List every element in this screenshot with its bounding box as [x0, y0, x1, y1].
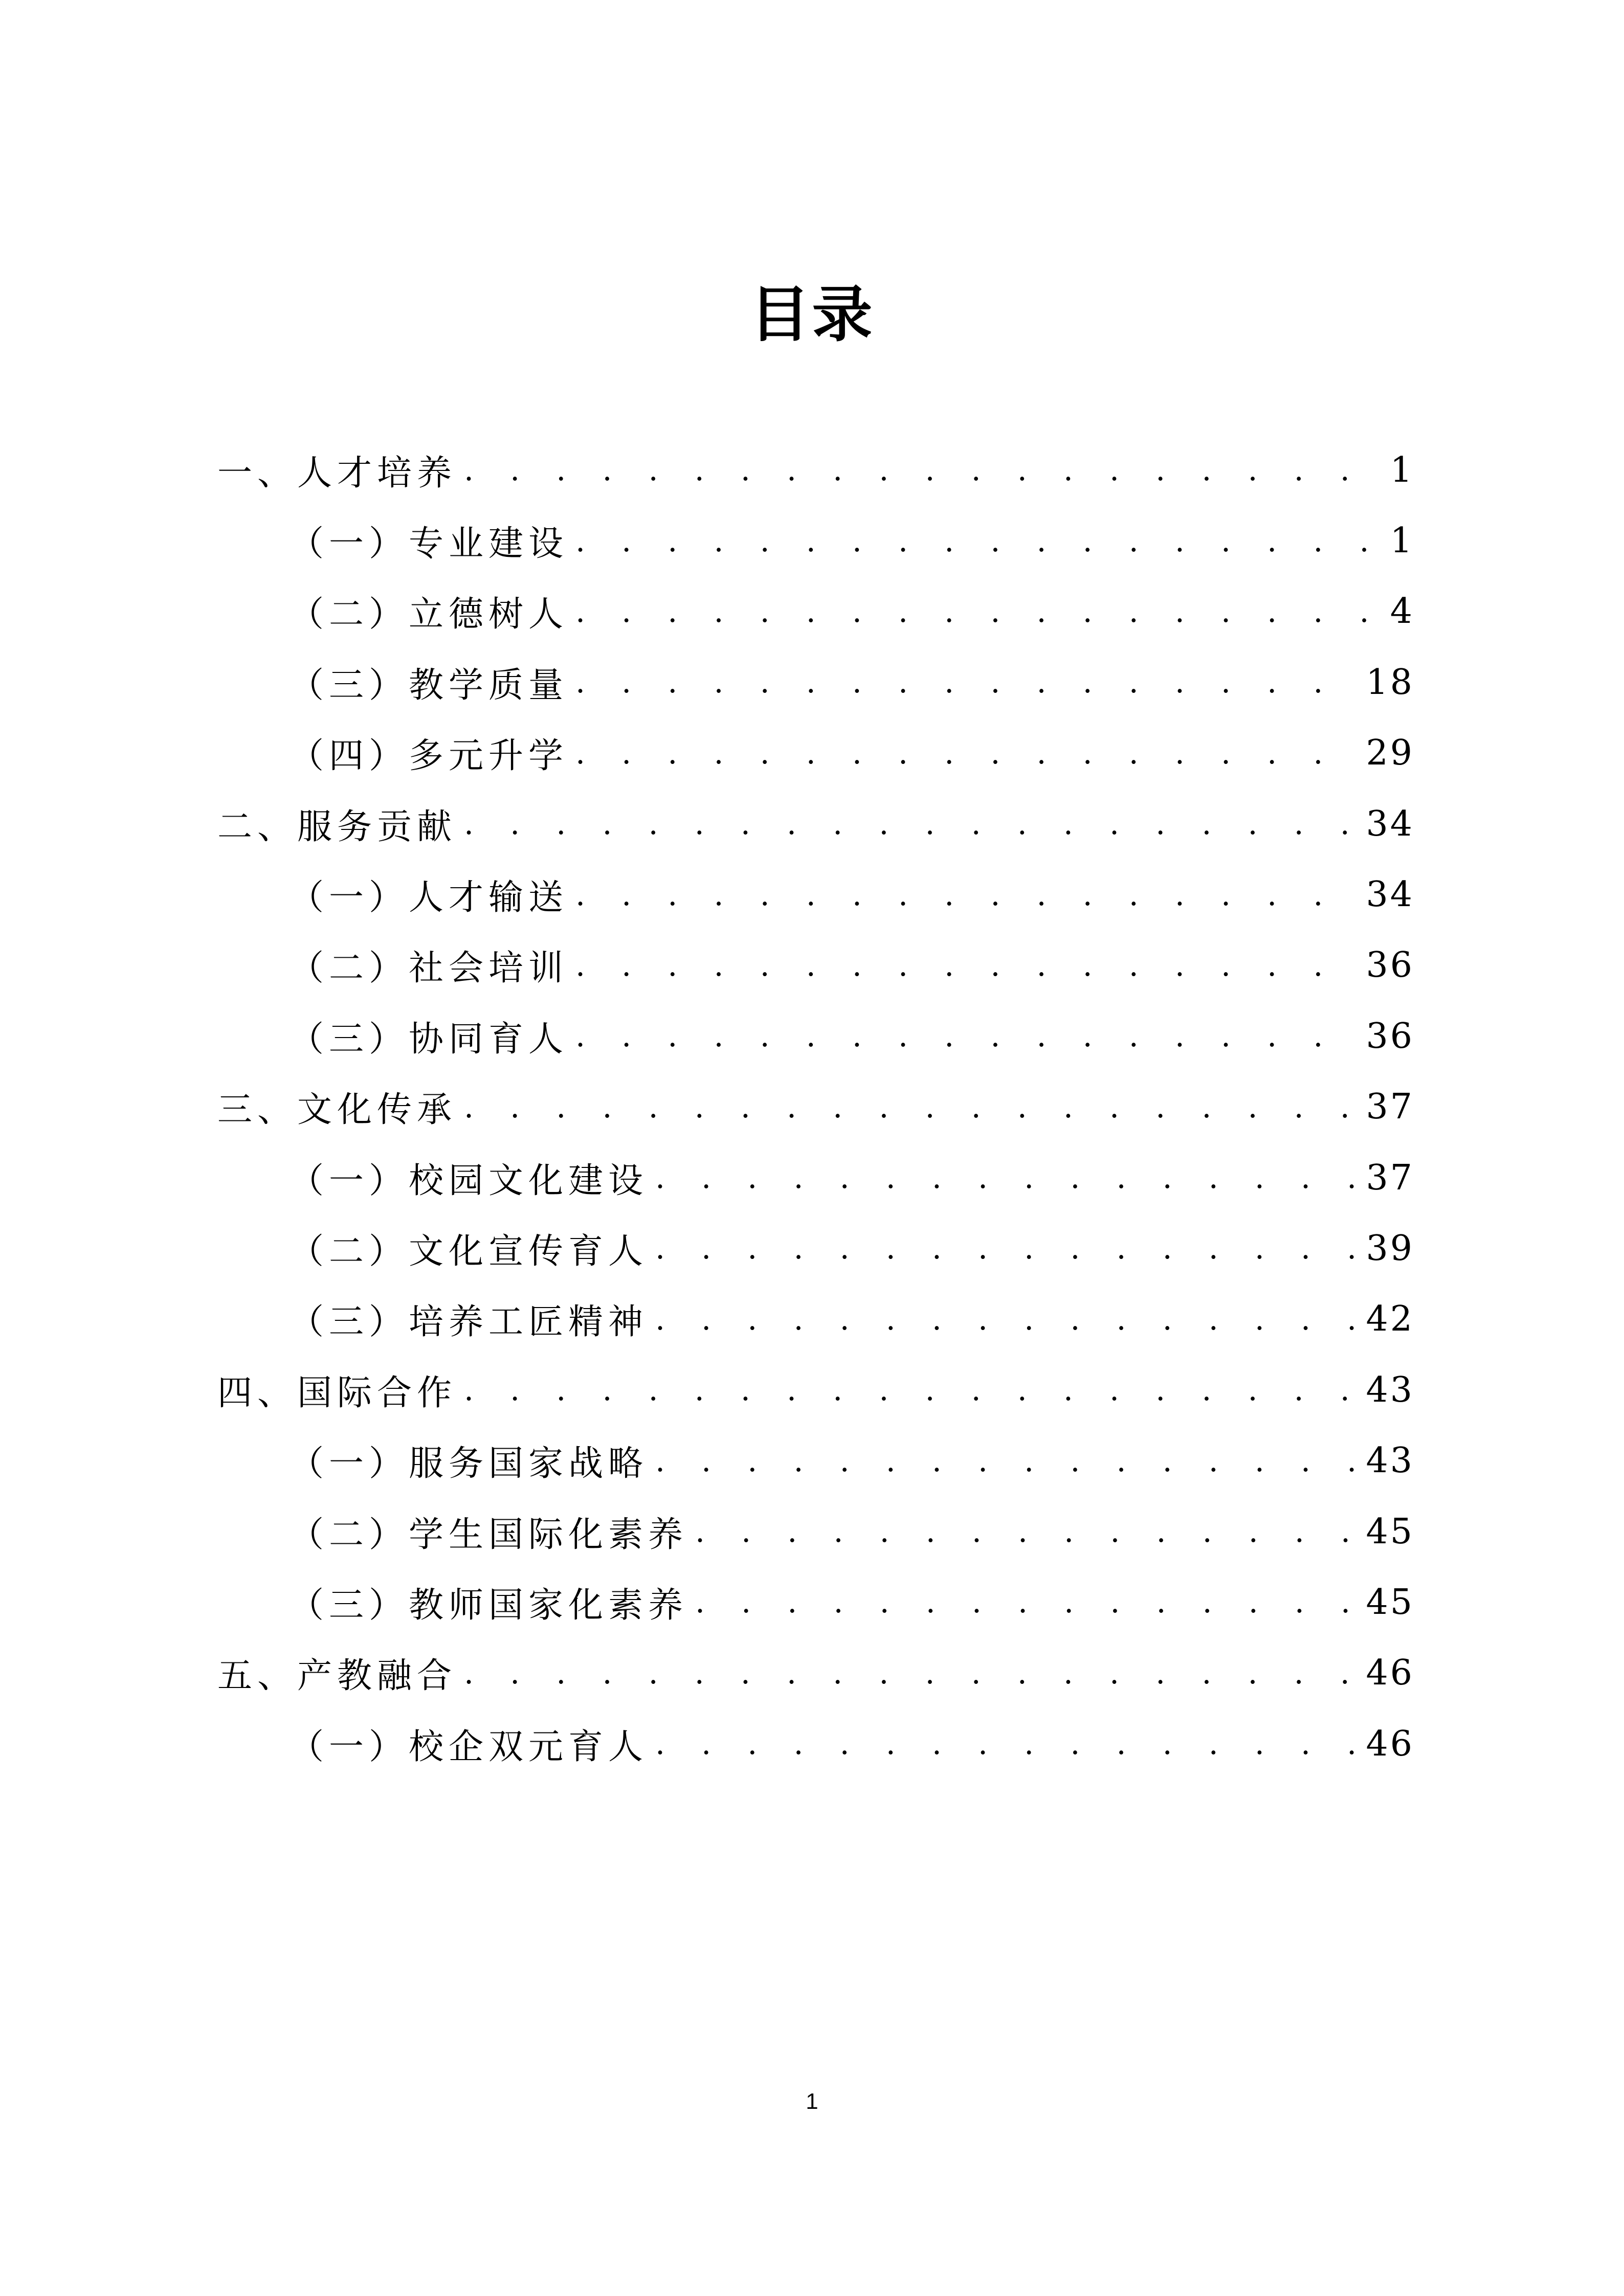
leader-dots	[575, 948, 1362, 983]
toc-entry-label: （一）校企双元育人	[289, 1726, 649, 1767]
leader-dots	[655, 1230, 1362, 1266]
toc-entry-label: （三）培养工匠精神	[289, 1302, 649, 1343]
toc-entry-3-3[interactable]	[289, 1284, 1414, 1355]
table-of-contents	[0, 435, 1624, 1779]
toc-entry-3[interactable]	[217, 1072, 1414, 1142]
leader-dots	[464, 806, 1362, 842]
footer-page-number: 1	[806, 2089, 818, 2114]
leader-dots	[575, 594, 1374, 629]
leader-dots	[575, 735, 1362, 771]
toc-entry-page: 46	[1366, 1653, 1414, 1694]
toc-entry-page: 4	[1390, 591, 1414, 632]
toc-entry-page: 43	[1366, 1369, 1414, 1410]
toc-entry-page: 46	[1366, 1723, 1414, 1764]
toc-entry-4-3[interactable]	[289, 1567, 1414, 1637]
toc-entry-label: （一）人才输送	[289, 877, 569, 918]
leader-dots	[655, 1443, 1362, 1479]
toc-entry-label: （三）教学质量	[289, 665, 569, 706]
toc-entry-page: 34	[1366, 803, 1414, 844]
toc-entry-1-4[interactable]	[289, 718, 1414, 789]
leader-dots	[695, 1514, 1362, 1549]
toc-entry-label: （二）文化宣传育人	[289, 1231, 649, 1272]
leader-dots	[575, 664, 1362, 700]
toc-entry-1-2[interactable]	[289, 576, 1414, 647]
leader-dots	[695, 1584, 1362, 1620]
toc-entry-page: 43	[1366, 1440, 1414, 1481]
toc-entry-3-1[interactable]	[289, 1142, 1414, 1213]
toc-entry-4-2[interactable]	[289, 1496, 1414, 1567]
toc-entry-page: 29	[1366, 733, 1414, 774]
toc-entry-page: 1	[1390, 521, 1414, 561]
toc-entry-label: （四）多元升学	[289, 736, 569, 777]
toc-entry-2-2[interactable]	[289, 930, 1414, 1001]
toc-entry-label: （二）立德树人	[289, 594, 569, 635]
toc-entry-4[interactable]	[217, 1355, 1414, 1425]
toc-entry-page: 36	[1366, 1016, 1414, 1056]
toc-entry-page: 34	[1366, 874, 1414, 915]
toc-entry-2-3[interactable]	[289, 1001, 1414, 1071]
toc-entry-page: 36	[1366, 945, 1414, 986]
leader-dots	[575, 523, 1374, 559]
toc-entry-label: 三、文化传承	[217, 1090, 457, 1131]
toc-entry-label: 一、人才培养	[217, 453, 457, 493]
toc-entry-page: 45	[1366, 1511, 1414, 1552]
leader-dots	[575, 877, 1362, 913]
leader-dots	[464, 1372, 1362, 1408]
leader-dots	[464, 1089, 1362, 1125]
page-title: 目录	[749, 279, 875, 350]
toc-entry-label: （三）教师国家化素养	[289, 1585, 688, 1626]
toc-entry-label: （二）学生国际化素养	[289, 1514, 688, 1555]
toc-entry-label: 二、服务贡献	[217, 806, 457, 847]
toc-entry-label: （一）专业建设	[289, 524, 569, 565]
leader-dots	[655, 1726, 1362, 1762]
toc-entry-label: （一）服务国家战略	[289, 1444, 649, 1484]
toc-entry-label: 五、产教融合	[217, 1656, 457, 1697]
leader-dots	[655, 1301, 1362, 1337]
leader-dots	[464, 1655, 1362, 1691]
toc-entry-1[interactable]	[217, 435, 1414, 505]
toc-entry-label: （一）校园文化建设	[289, 1160, 649, 1201]
toc-entry-page: 37	[1366, 1157, 1414, 1198]
toc-entry-5-1[interactable]	[289, 1708, 1414, 1779]
toc-entry-page: 45	[1366, 1582, 1414, 1623]
toc-entry-page: 42	[1366, 1299, 1414, 1340]
toc-entry-2[interactable]	[217, 789, 1414, 859]
toc-entry-page: 39	[1366, 1228, 1414, 1269]
toc-entry-2-1[interactable]	[289, 859, 1414, 930]
leader-dots	[655, 1160, 1362, 1196]
toc-entry-4-1[interactable]	[289, 1425, 1414, 1496]
toc-entry-label: （二）社会培训	[289, 948, 569, 989]
toc-entry-5[interactable]	[217, 1638, 1414, 1708]
leader-dots	[464, 452, 1374, 488]
toc-entry-page: 18	[1366, 662, 1414, 703]
toc-entry-label: 四、国际合作	[217, 1372, 457, 1413]
toc-entry-3-2[interactable]	[289, 1213, 1414, 1284]
toc-entry-page: 37	[1366, 1087, 1414, 1128]
toc-entry-1-1[interactable]	[289, 505, 1414, 576]
toc-entry-page: 1	[1390, 449, 1414, 490]
toc-entry-1-3[interactable]	[289, 647, 1414, 717]
leader-dots	[575, 1018, 1362, 1054]
toc-entry-label: （三）协同育人	[289, 1019, 569, 1060]
